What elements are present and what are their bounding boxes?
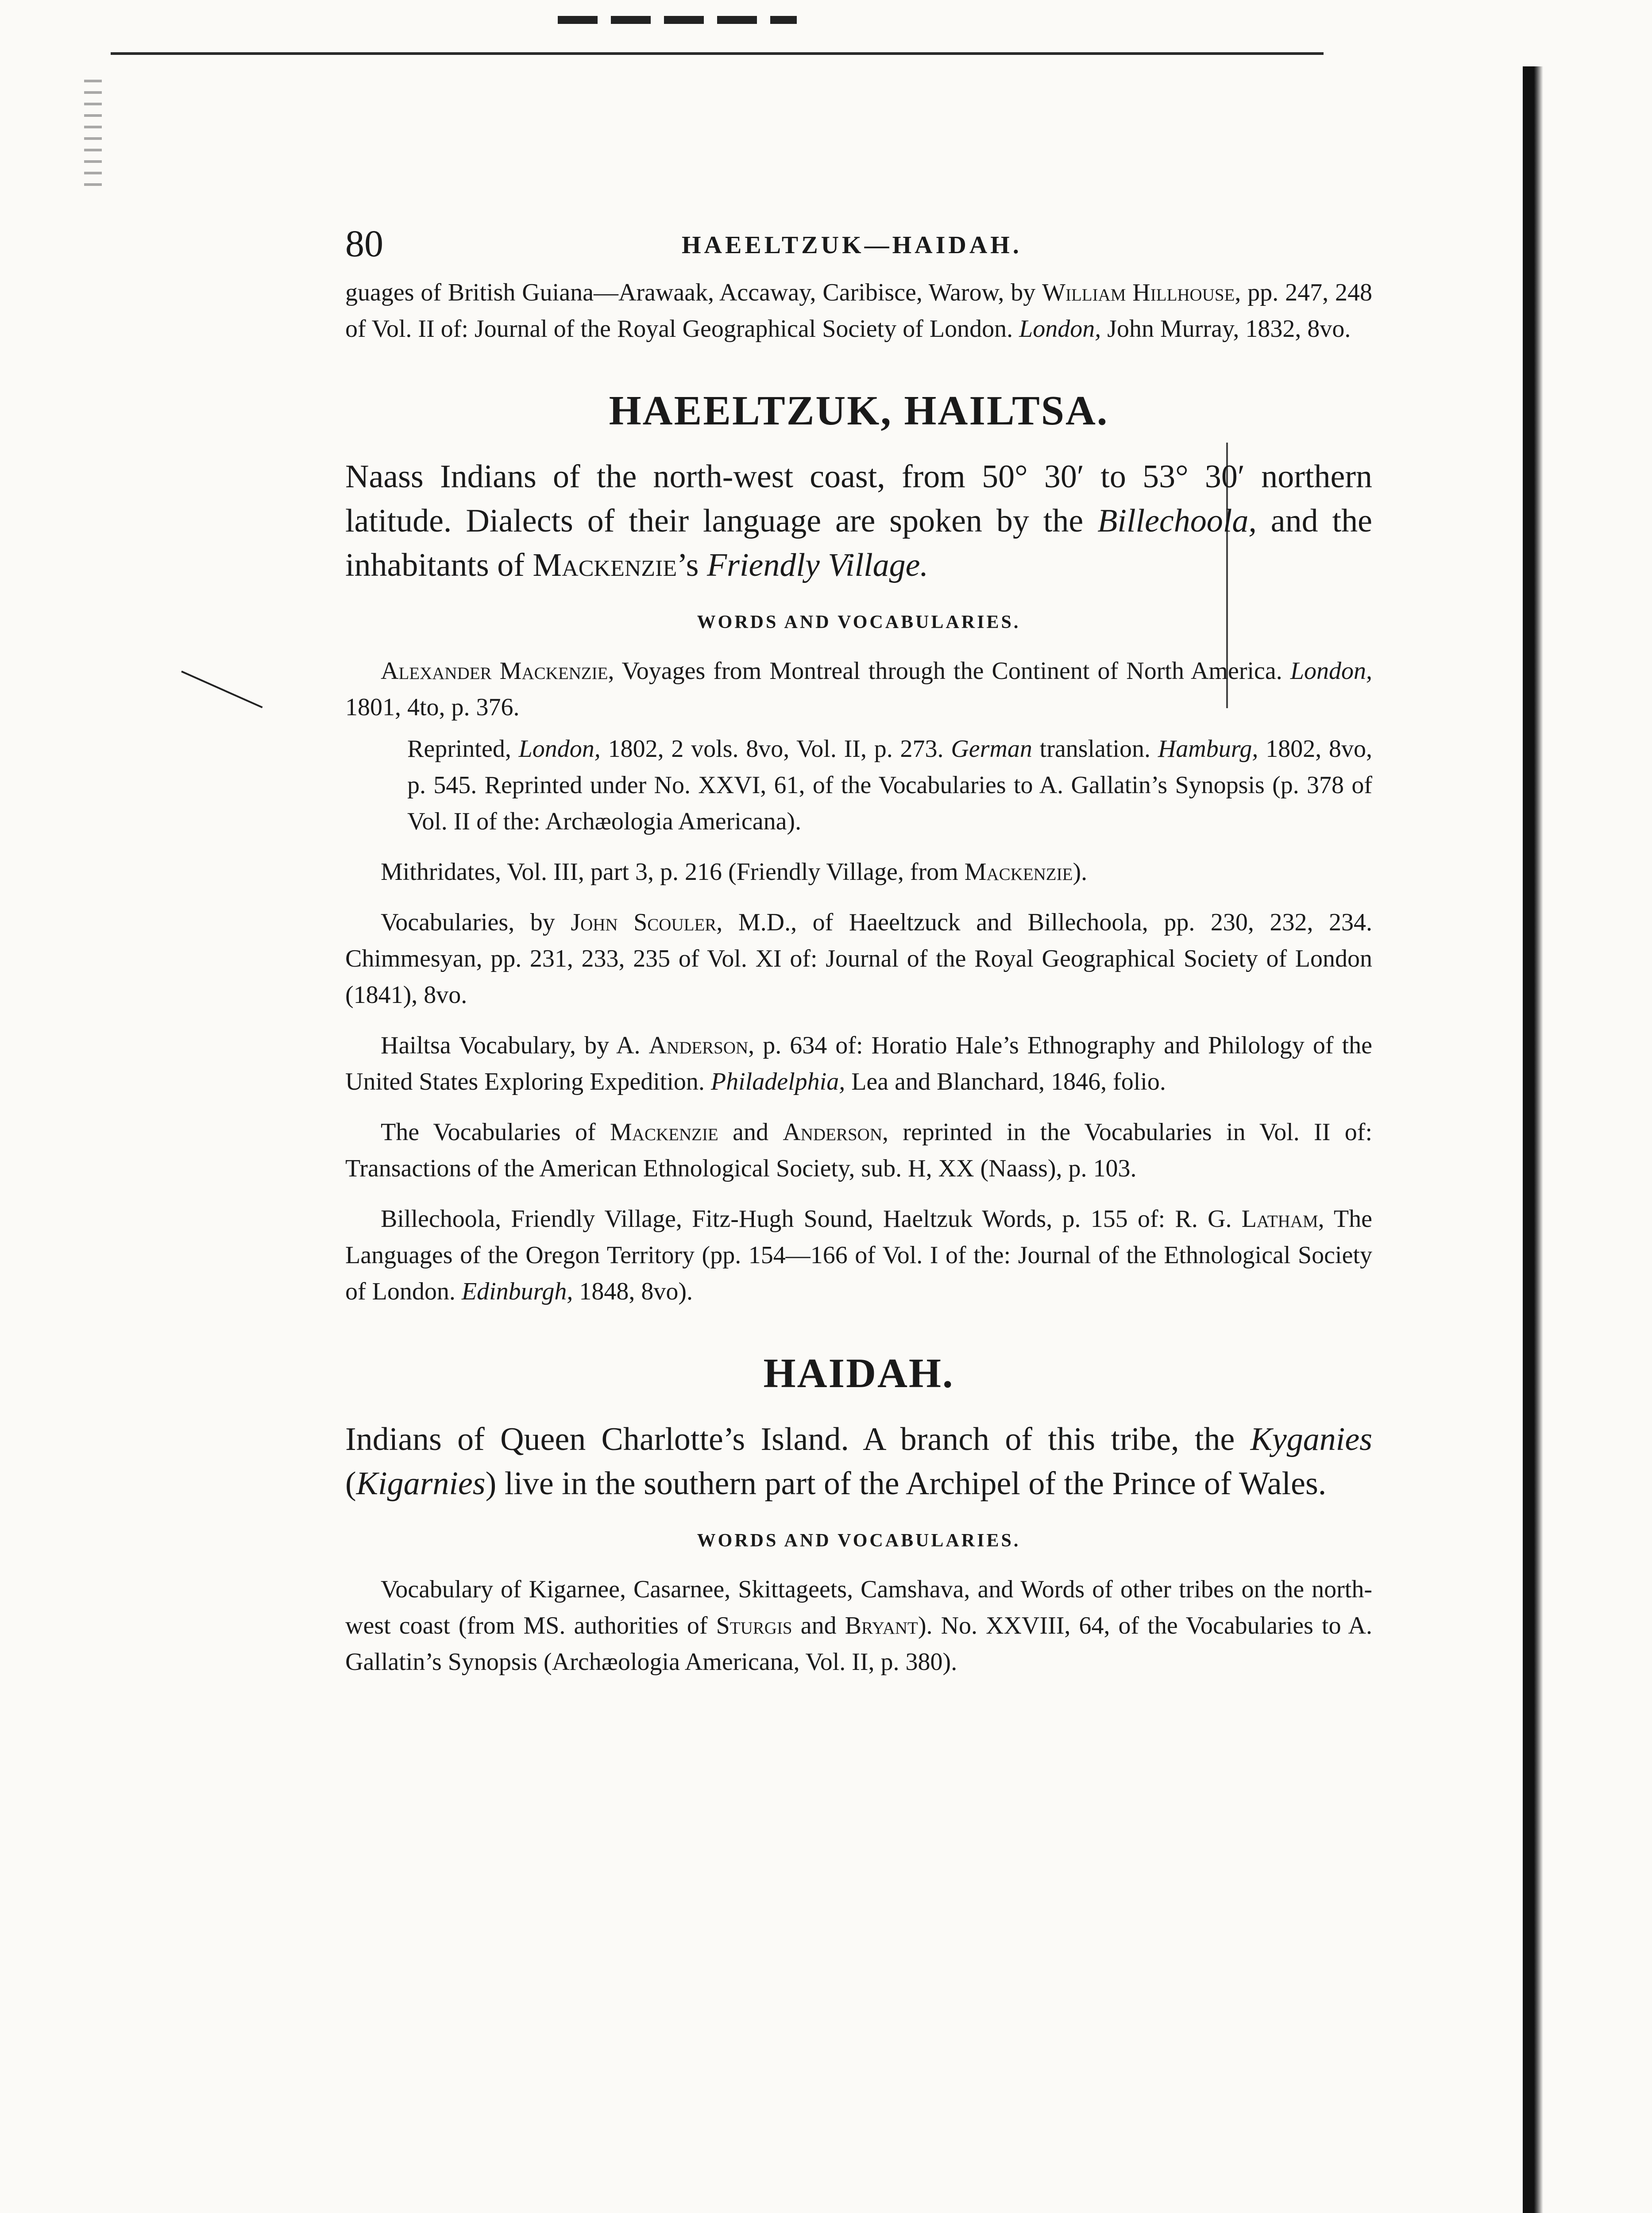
author-name: William Hillhouse [1042,279,1235,306]
intro-paragraph: guages of British Guiana—Arawaak, Accaway, Caribisce, Warow, by William Hillhouse, pp. 247, 248 of Vol. II of: Journal of the Royal Geographical Society of London. London, John Murray, 1832, 8vo. [345,279,1373,343]
top-print-marks [558,16,797,24]
place-name: London, [1019,315,1101,343]
bibliography-entry: Vocabulary of Kigarnee, Casarnee, Skittageets, Camshava, and Words of other tribes on the north-west coast (from MS. authorities of Sturgis and Bryant). No. XXVIII, 64, of the Vocabularies to A. Gallatin’s Synopsis (Archæologia Americana, Vol. II, p. 380). [345,1576,1372,1676]
bibliography-subentry: Reprinted, London, 1802, 2 vols. 8vo, Vol. II, p. 273. German translation. Hamburg, 1802, 8vo, p. 545. Reprinted under No. XXVI, 61, of the Vocabularies to A. Gallatin’s Synopsis (p. 378 of Vol. II of the: Archæologia Americana). [407,735,1373,835]
section-title-haeeltzuk: HAEELTZUK, HAILTSA. [609,388,1109,434]
bibliography-entry: Alexander Mackenzie, Voyages from Montreal through the Continent of North America. London, 1801, 4to, p. 376. [345,657,1372,721]
subhead-words-vocabularies: WORDS AND VOCABULARIES. [697,1531,1021,1551]
bibliography-entry: Billechoola, Friendly Village, Fitz-Hugh Sound, Haeltzuk Words, p. 155 of: R. G. Latham, The Languages of the Oregon Territory (pp. 154—166 of Vol. I of the: Journal of the Ethnological Society of London. Edinburgh, 1848, 8vo). [345,1205,1372,1305]
haidah-description: Indians of Queen Charlotte’s Island. A branch of this tribe, the Kyganies (Kigarnies) live in the southern part of the Archipel of the Prince of Wales. [345,1421,1372,1502]
running-head: HAEELTZUK—HAIDAH. [682,231,1022,259]
top-rule [111,52,1324,55]
page-body [345,221,1372,1694]
subhead-words-vocabularies: WORDS AND VOCABULARIES. [697,612,1021,632]
binding-edge [1523,66,1543,2213]
page-header [345,221,1372,274]
margin-pen-stroke [181,671,262,708]
page-number: 80 [345,222,383,265]
bibliography-entry: Hailtsa Vocabulary, by A. Anderson, p. 634 of: Horatio Hale’s Ethnography and Philology of the United States Exploring Expedition. Philadelphia, Lea and Blanchard, 1846, folio. [345,1032,1372,1095]
bibliography-entry: Vocabularies, by John Scouler, M.D., of Haeeltzuck and Billechoola, pp. 230, 232, 234. Chimmesyan, pp. 231, 233, 235 of Vol. XI of: Journal of the Royal Geographical Society of London (1841), 8vo. [345,909,1372,1009]
margin-specks [84,80,102,195]
section-title-haidah: HAIDAH. [763,1350,954,1396]
bibliography-entry: Mithridates, Vol. III, part 3, p. 216 (Friendly Village, from Mackenzie). [381,858,1088,886]
haeeltzuk-description: Naass Indians of the north-west coast, from 50° 30′ to 53° 30′ northern latitude. Dialects of their language are spoken by the Billechoola, and the inhabitants of Mackenzie’s Friendly Village. [345,459,1373,583]
bibliography-entry: The Vocabularies of Mackenzie and Anderson, reprinted in the Vocabularies in Vol. II of: Transactions of the American Ethnological Society, sub. H, XX (Naass), p. 103. [345,1118,1373,1182]
